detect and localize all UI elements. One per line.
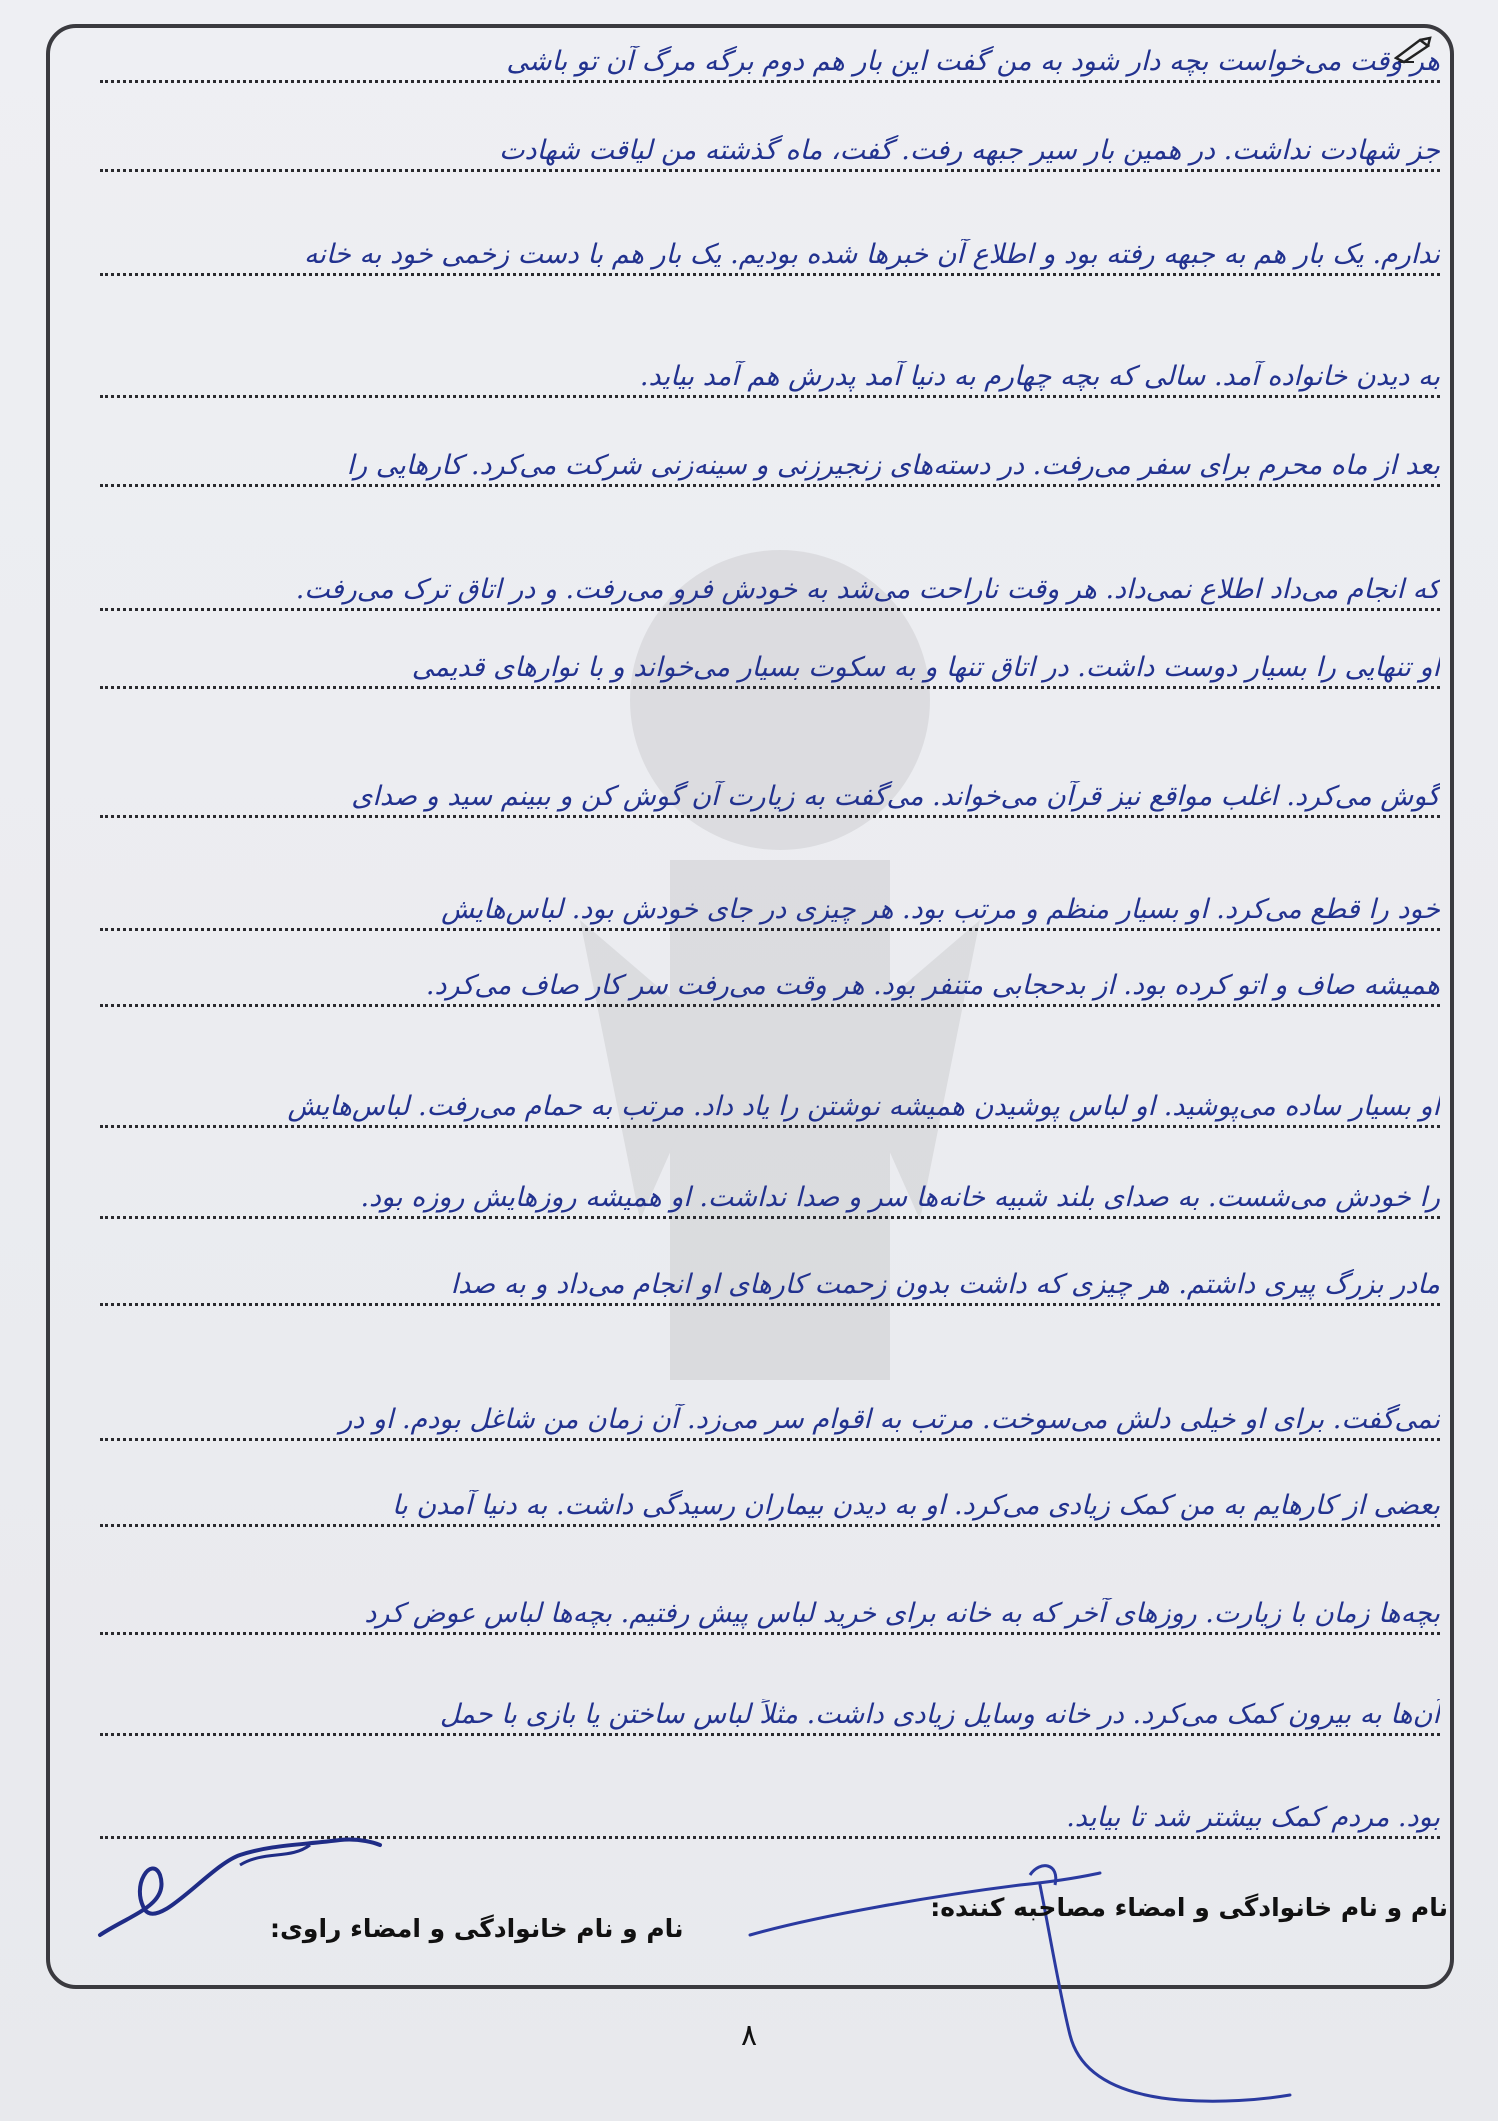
handwritten-line: [100, 23, 1440, 83]
line-text: آن‌ها به بیرون کمک می‌کرد. در خانه وسایل زیادی داشت. مثلاً لباس ساختن یا بازی با حمل: [439, 1699, 1440, 1730]
handwritten-line: [100, 1467, 1440, 1527]
line-text: هر وقت می‌خواست بچه دار شود به من گفت این بار هم دوم برگه مرگ آن تو باشی: [506, 46, 1440, 77]
handwritten-line: [100, 338, 1440, 398]
interviewer-signature-label: نام و نام خانوادگی و امضاء مصاحبه کننده:: [930, 1893, 1448, 1922]
line-text: بود. مردم کمک بیشتر شد تا بیاید.: [1066, 1802, 1440, 1833]
handwritten-line: [100, 1068, 1440, 1128]
dotted-rule: [100, 273, 1440, 276]
handwritten-line: [100, 629, 1440, 689]
dotted-rule: [100, 80, 1440, 83]
line-text: او بسیار ساده می‌پوشید. او لباس پوشیدن همیشه نوشتن را یاد داد. مرتب به حمام می‌رفت. لباس‌هایش: [287, 1091, 1440, 1122]
dotted-rule: [100, 1004, 1440, 1007]
handwritten-line: [100, 947, 1440, 1007]
line-text: مادر بزرگ پیری داشتم. هر چیزی که داشت بدون زحمت کارهای او انجام می‌داد و به صدا: [450, 1269, 1440, 1300]
line-text: جز شهادت نداشت. در همین بار سیر جبهه رفت. گفت، ماه گذشته من لیاقت شهادت: [499, 135, 1440, 166]
handwritten-line: [100, 871, 1440, 931]
handwritten-body: [100, 0, 1440, 1900]
dotted-rule: [100, 1524, 1440, 1527]
handwritten-line: [100, 551, 1440, 611]
line-text: بعد از ماه محرم برای سفر می‌رفت. در دسته‌های زنجیرزنی و سینه‌زنی شرکت می‌کرد. کارهایی را: [346, 450, 1440, 481]
dotted-rule: [100, 1303, 1440, 1306]
narrator-signature-label: نام و نام خانوادگی و امضاء راوی:: [270, 1914, 684, 1943]
line-text: خود را قطع می‌کرد. او بسیار منظم و مرتب بود. هر چیزی در جای خودش بود. لباس‌هایش: [441, 894, 1440, 925]
handwritten-line: [100, 758, 1440, 818]
page-number: ۸: [740, 2018, 758, 2053]
dotted-rule: [100, 169, 1440, 172]
handwritten-line: [100, 112, 1440, 172]
handwritten-line: [100, 427, 1440, 487]
line-text: بچه‌ها زمان با زیارت. روزهای آخر که به خانه برای خرید لباس پیش رفتیم. بچه‌ها لباس عوض کرد: [364, 1598, 1440, 1629]
dotted-rule: [100, 928, 1440, 931]
dotted-rule: [100, 1216, 1440, 1219]
line-text: گوش می‌کرد. اغلب مواقع نیز قرآن می‌خواند. می‌گفت به زیارت آن گوش کن و ببینم سید و صدای: [351, 781, 1440, 812]
dotted-rule: [100, 686, 1440, 689]
dotted-rule: [100, 1125, 1440, 1128]
handwritten-line: [100, 1381, 1440, 1441]
dotted-rule: [100, 815, 1440, 818]
line-text: به دیدن خانواده آمد. سالی که بچه چهارم به دنیا آمد پدرش هم آمد بیاید.: [639, 361, 1440, 392]
dotted-rule: [100, 395, 1440, 398]
line-text: همیشه صاف و اتو کرده بود. از بدحجابی متنفر بود. هر وقت می‌رفت سر کار صاف می‌کرد.: [425, 970, 1440, 1001]
handwritten-line: [100, 1159, 1440, 1219]
dotted-rule: [100, 484, 1440, 487]
line-text: که انجام می‌داد اطلاع نمی‌داد. هر وقت ناراحت می‌شد به خودش فرو می‌رفت. و در اتاق ترک می‌رفت.: [295, 574, 1440, 605]
line-text: بعضی از کارهایم به من کمک زیادی می‌کرد. او به دیدن بیماران رسیدگی داشت. به دنیا آمدن با: [392, 1490, 1440, 1521]
line-text: او تنهایی را بسیار دوست داشت. در اتاق تنها و به سکوت بسیار می‌خواند و با نوارهای قدیمی: [411, 652, 1440, 683]
handwritten-line: [100, 1676, 1440, 1736]
handwritten-line: [100, 216, 1440, 276]
handwritten-line: [100, 1246, 1440, 1306]
dotted-rule: [100, 608, 1440, 611]
dotted-rule: [100, 1733, 1440, 1736]
dotted-rule: [100, 1438, 1440, 1441]
line-text: نمی‌گفت. برای او خیلی دلش می‌سوخت. مرتب به اقوام سر می‌زد. آن زمان من شاغل بودم. او در: [339, 1404, 1440, 1435]
line-text: را خودش می‌شست. به صدای بلند شبیه خانه‌ها سر و صدا نداشت. او همیشه روزهایش روزه بود.: [360, 1182, 1440, 1213]
line-text: ندارم. یک بار هم به جبهه رفته بود و اطلاع آن خبرها شده بودیم. یک بار هم با دست زخمی خود به خانه: [303, 239, 1440, 270]
dotted-rule: [100, 1632, 1440, 1635]
handwritten-line: [100, 1575, 1440, 1635]
